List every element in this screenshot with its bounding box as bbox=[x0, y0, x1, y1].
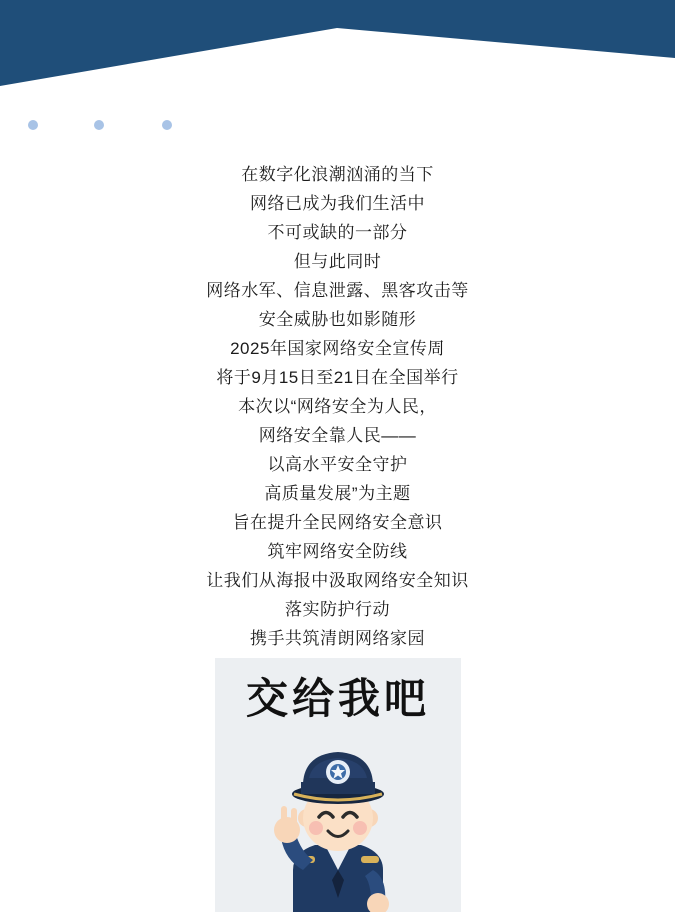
poem-line: 旨在提升全民网络安全意识 bbox=[232, 513, 443, 532]
poem-line: 不可或缺的一部分 bbox=[267, 223, 408, 242]
poem-line: 将于9月15日至21日在全国举行 bbox=[216, 368, 459, 387]
decorative-dots bbox=[28, 118, 228, 134]
poem-line: 让我们从海报中汲取网络安全知识 bbox=[206, 571, 469, 590]
decorative-dot-3 bbox=[162, 120, 172, 130]
poem-line: 高质量发展”为主题 bbox=[264, 484, 411, 503]
cartoon-police-officer-icon bbox=[215, 720, 461, 912]
illustration-card bbox=[215, 658, 461, 912]
decorative-dot-2 bbox=[94, 120, 104, 130]
poem-line: 筑牢网络安全防线 bbox=[267, 542, 408, 561]
poem-line: 本次以“网络安全为人民， bbox=[238, 397, 437, 416]
poem-line: 携手共筑清朗网络家园 bbox=[250, 629, 425, 648]
poem-line: 但与此同时 bbox=[293, 252, 382, 271]
poem-line: 落实防护行动 bbox=[285, 600, 390, 619]
poem-line: 以高水平安全守护 bbox=[267, 455, 408, 474]
poem-line: 在数字化浪潮汹涌的当下 bbox=[241, 165, 434, 184]
poem-line: 网络已成为我们生活中 bbox=[250, 194, 425, 213]
illustration-title: 交给我吧 bbox=[245, 674, 430, 723]
decorative-dot-1 bbox=[28, 120, 38, 130]
poem-line: 网络水军、信息泄露、黑客攻击等 bbox=[206, 281, 469, 300]
decorative-banner bbox=[0, 0, 675, 86]
poem-line: 2025年国家网络安全宣传周 bbox=[230, 339, 445, 358]
poem-line: 安全威胁也如影随形 bbox=[258, 310, 417, 329]
poem-body bbox=[0, 160, 675, 653]
poem-line: 网络安全靠人民—— bbox=[258, 426, 417, 445]
